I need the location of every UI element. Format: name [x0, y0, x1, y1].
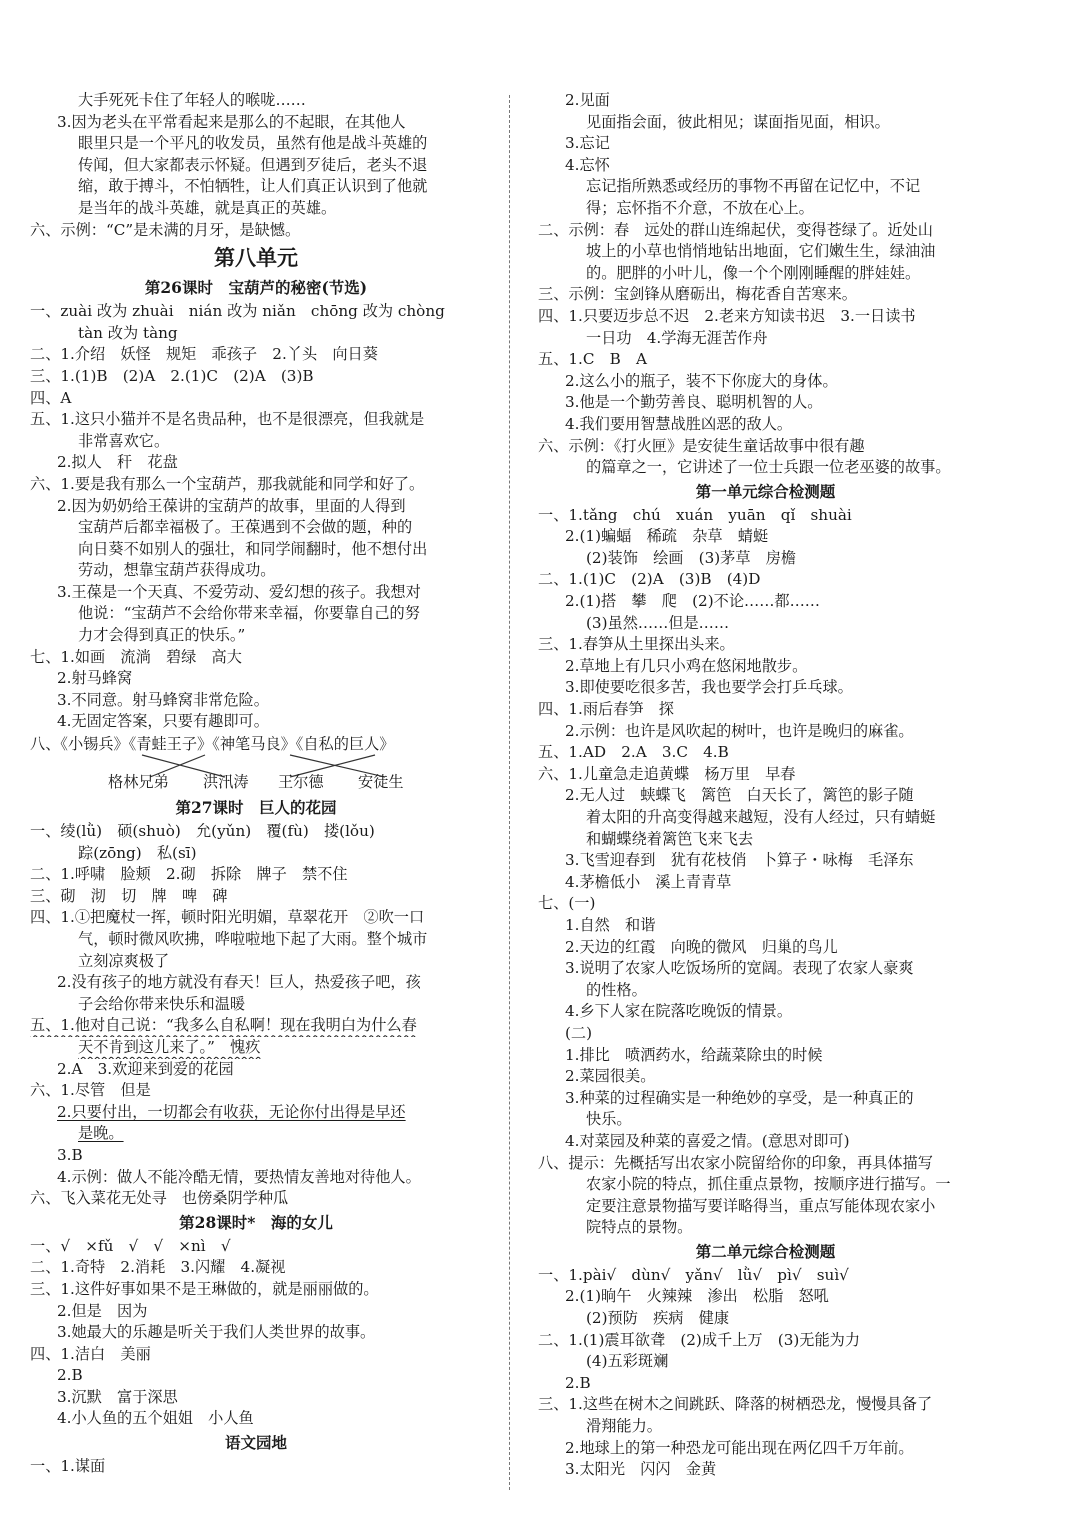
answer-text: 踪(zōng) 私(sī): [78, 843, 197, 862]
answer-line: [538, 1330, 993, 1352]
answer-line: [538, 112, 993, 134]
answer-line: [30, 582, 482, 604]
answer-line: [538, 1265, 993, 1287]
answer-text: 六、1.要是我有那么一个宝葫芦，那我就能和同学和好了。: [30, 474, 425, 493]
answer-text: 2.B: [57, 1366, 83, 1385]
answer-line: [538, 1023, 993, 1045]
answer-text: 2.地球上的第一种恐龙可能出现在两亿四千万年前。: [565, 1438, 914, 1457]
answer-line: [538, 1109, 993, 1131]
answer-line: [30, 344, 482, 366]
answer-line: [538, 371, 993, 393]
answer-text: 3.说明了农家人吃饭场所的宽阔。表现了农家人豪爽: [565, 959, 914, 978]
answer-text: 3.因为老头在平常看起来是那么的不起眼，在其他人: [57, 112, 406, 131]
answer-text: 一、1.pài√ dùn√ yǎn√ lǜ√ pì√ suì√: [538, 1265, 849, 1284]
answer-line: [538, 414, 993, 436]
matching-lines: [30, 733, 482, 795]
answer-line: [30, 1236, 482, 1258]
answer-line: [538, 958, 993, 980]
answer-line: [30, 886, 482, 908]
answer-line: [538, 1308, 993, 1330]
answer-text: 三、1.春笋从土里探出头来。: [538, 635, 735, 654]
answer-line: [30, 409, 482, 431]
answer-line: [30, 994, 482, 1016]
answer-line: [538, 349, 993, 371]
answer-line: [538, 656, 993, 678]
answer-text: 2.(1)蝙蝠 稀疏 杂草 蜻蜓: [565, 527, 769, 546]
answer-line: [538, 1088, 993, 1110]
answer-text: 3.忘记: [565, 134, 610, 153]
answer-text: 一、1.tǎng chú xuán yuān qǐ shuài: [538, 505, 852, 524]
answer-text: 一、绫(lǜ) 硕(shuò) 允(yǔn) 覆(fù) 搂(lǒu): [30, 822, 375, 841]
answer-line: [538, 1153, 993, 1175]
answer-text: 二、1.奇特 2.消耗 3.闪耀 4.凝视: [30, 1258, 286, 1277]
answer-text: 六、示例：《打火匣》是安徒生童话故事中很有趣: [538, 436, 865, 455]
answer-text: 二、1.介绍 妖怪 规矩 乖孩子 2.丫头 向日葵: [30, 345, 378, 364]
answer-line: [538, 915, 993, 937]
answer-text: 四、1.洁白 美丽: [30, 1344, 151, 1363]
answer-text: 第28课时* 海的女儿: [179, 1212, 333, 1232]
answer-line: [30, 603, 482, 625]
answer-line: [538, 436, 993, 458]
answer-text: 四、A: [30, 388, 72, 407]
answer-text: 坡上的小草也悄悄地钻出地面，它们嫩生生，绿油油: [586, 242, 936, 261]
answer-text: 三、1.这些在树木之间跳跃、降落的树栖恐龙，慢慢具备了: [538, 1395, 933, 1414]
answer-text: 快乐。: [586, 1110, 632, 1129]
answer-line: [538, 548, 993, 570]
answer-text: 语文园地: [224, 1433, 287, 1453]
matching-question: [30, 733, 482, 795]
answer-line: [30, 864, 482, 886]
answer-line: [30, 1344, 482, 1366]
answer-line: [538, 721, 993, 743]
lesson-heading: [30, 1430, 482, 1456]
answer-text: 和蝴蝶绕着篱笆飞来飞去: [586, 829, 754, 848]
answer-text: 一、zuài 改为 zhuài nián 改为 niǎn chōng 改为 chòng: [30, 302, 445, 321]
answer-text: 3.他是一个勤劳善良、聪明机智的人。: [565, 393, 823, 412]
answer-text: 天不肯到这儿来了。” 愧疚: [78, 1037, 261, 1056]
answer-line: [538, 1394, 993, 1416]
answer-text: 一日功 4.学海无涯苦作舟: [586, 328, 768, 347]
answer-line: [30, 972, 482, 994]
answer-text: 4.茅檐低小 溪上青青草: [565, 872, 732, 891]
answer-text: 2.这么小的瓶子，装不下你庞大的身体。: [565, 371, 838, 390]
answer-text: 2.拟人 秆 花盘: [57, 453, 178, 472]
answer-text: (4)五彩斑斓: [586, 1352, 669, 1371]
answer-line: [30, 1102, 482, 1124]
answer-text: 2.只要付出，一切都会有收获，无论你付出得是早还: [57, 1102, 406, 1121]
answer-text: 4.忘怀: [565, 155, 610, 174]
answer-text: 1.排比 喷洒药水，给蔬菜除虫的时候: [565, 1045, 823, 1064]
answer-line: [538, 306, 993, 328]
answer-line: [538, 392, 993, 414]
answer-text: (3)虽然……但是……: [586, 613, 730, 632]
answer-text: 2.示例：也许是风吹起的树叶，也许是晚归的麻雀。: [565, 721, 914, 740]
answer-text: 第八单元: [214, 245, 298, 271]
answer-text: 第一单元综合检测题: [695, 481, 836, 501]
answer-line: [30, 1257, 482, 1279]
answer-line: [538, 742, 993, 764]
answer-line: [538, 133, 993, 155]
answer-text: 2.B: [565, 1373, 591, 1392]
answer-text: 4.乡下人家在院落吃晚饭的情景。: [565, 1002, 793, 1021]
answer-line: [538, 1373, 993, 1395]
answer-text: 2.天边的红霞 向晚的微风 归巢的鸟儿: [565, 937, 838, 956]
lesson-heading: [30, 795, 482, 821]
answer-line: [30, 474, 482, 496]
answer-text: 宝葫芦后都幸福极了。王葆遇到不会做的题，种的: [78, 518, 413, 537]
answer-line: [30, 431, 482, 453]
answer-line: [538, 1131, 993, 1153]
answer-line: [30, 496, 482, 518]
answer-line: [30, 176, 482, 198]
answer-line: [30, 929, 482, 951]
answer-text: 三、示例：宝剑锋从磨砺出，梅花香自苦寒来。: [538, 285, 857, 304]
answer-text: 2.因为奶奶给王葆讲的宝葫芦的故事，里面的人得到: [57, 496, 406, 515]
answer-text: 是晚。: [78, 1124, 124, 1143]
answer-text: 院特点的景物。: [586, 1218, 693, 1237]
answer-line: [538, 1351, 993, 1373]
answer-text: (二): [565, 1023, 593, 1042]
answer-line: [538, 155, 993, 177]
column-divider: [509, 95, 510, 1490]
answer-text: 3.飞雪迎春到 犹有花枝俏 卜算子・咏梅 毛泽东: [565, 851, 914, 870]
answer-text: 子会给你带来快乐和温暖: [78, 994, 246, 1013]
answer-line: [538, 1196, 993, 1218]
answer-line: [538, 785, 993, 807]
answer-line: [30, 1387, 482, 1409]
answer-text: 一、√ ×fǔ √ √ ×nì √: [30, 1236, 231, 1255]
answer-text: 六、1.尽管 但是: [30, 1081, 151, 1100]
answer-text: 的。肥胖的小叶儿，像一个个刚刚睡醒的胖娃娃。: [586, 263, 921, 282]
answer-line: [30, 1080, 482, 1102]
answer-text: 定要注意景物描写要详略得当，重点写能体现农家小: [586, 1196, 936, 1215]
answer-line: [30, 668, 482, 690]
answer-line: [538, 263, 993, 285]
answer-line: [538, 457, 993, 479]
answer-line: [538, 1045, 993, 1067]
answer-line: [538, 526, 993, 548]
answer-line: [538, 1459, 993, 1481]
answer-line: [538, 569, 993, 591]
answer-line: [538, 893, 993, 915]
answer-line: [538, 1416, 993, 1438]
answer-line: [538, 591, 993, 613]
answer-text: 2.但是 因为: [57, 1301, 148, 1320]
answer-text: 3.沉默 富于深思: [57, 1387, 178, 1406]
answer-line: [30, 517, 482, 539]
answer-text: 第二单元综合检测题: [695, 1241, 836, 1261]
answer-text: 传闻，但大家都表示怀疑。但遇到歹徒后，老头不退: [78, 155, 428, 174]
left-column: [30, 90, 482, 1478]
unit-heading: [30, 241, 482, 275]
answer-text: 四、1.①把魔杖一挥，顿时阳光明媚，草翠花开 ②吹一口: [30, 908, 425, 927]
matching-author-1: 洪汛涛: [203, 773, 249, 792]
answer-text: 2.无人过 蛱蝶飞 篱笆 白天长了，篱笆的影子随: [565, 786, 914, 805]
answer-text: 见面指会面，彼此相见；谋面指见面，相识。: [586, 112, 890, 131]
answer-text: 缩，敢于搏斗，不怕牺牲，让人们真正认识到了他就: [78, 177, 428, 196]
answer-line: [30, 1145, 482, 1167]
matching-author-2: 王尔德: [278, 773, 324, 792]
answer-line: [538, 1174, 993, 1196]
answer-text: 五、1.AD 2.A 3.C 4.B: [538, 743, 729, 762]
answer-line: [30, 220, 482, 242]
answer-text: 力才会得到真正的快乐。”: [78, 626, 246, 645]
answer-text: 五、1.C B A: [538, 350, 647, 369]
answer-line: [538, 937, 993, 959]
right-column: [538, 90, 993, 1481]
answer-text: 七、(一): [538, 894, 596, 913]
answer-text: 2.见面: [565, 91, 610, 109]
answer-line: [30, 843, 482, 865]
answer-line: [538, 850, 993, 872]
answer-text: 五、1.这只小猫并不是名贵品种，也不是很漂亮，但我就是: [30, 410, 425, 429]
answer-line: [30, 1322, 482, 1344]
answer-text: 2.草地上有几只小鸡在悠闲地散步。: [565, 656, 808, 675]
answer-text: (2)装饰 绘画 (3)茅草 房檐: [586, 548, 797, 567]
answer-line: [30, 112, 482, 134]
answer-line: [30, 560, 482, 582]
answer-line: [30, 539, 482, 561]
answer-line: [538, 1066, 993, 1088]
answer-text: 2.射马蜂窝: [57, 669, 133, 688]
matching-titles: 八、《小锡兵》《青蛙王子》《神笔马良》《自私的巨人》: [30, 735, 395, 754]
answer-line: [30, 388, 482, 410]
answer-text: 三、1.这件好事如果不是王琳做的，就是丽丽做的。: [30, 1279, 379, 1298]
answer-text: 4.无固定答案，只要有趣即可。: [57, 712, 269, 731]
answer-text: 忘记指所熟悉或经历的事物不再留在记忆中，不记: [586, 177, 921, 196]
answer-line: [538, 1438, 993, 1460]
answer-text: 3.种菜的过程确实是一种绝妙的享受，是一种真正的: [565, 1088, 914, 1107]
answer-text: 3.她最大的乐趣是听关于我们人类世界的故事。: [57, 1323, 376, 1342]
answer-line: [30, 1301, 482, 1323]
lesson-heading: [30, 275, 482, 301]
answer-text: 2.菜园很美。: [565, 1067, 656, 1086]
answer-text: 3.即使要吃很多苦，我也要学会打乒乓球。: [565, 678, 853, 697]
answer-line: [30, 1167, 482, 1189]
answer-line: [30, 1456, 482, 1478]
answer-text: 的性格。: [586, 980, 647, 999]
answer-line: [30, 690, 482, 712]
answer-line: [30, 625, 482, 647]
lesson-heading: [538, 479, 993, 505]
answer-line: [538, 1286, 993, 1308]
answer-text: 第26课时 宝葫芦的秘密(节选): [144, 278, 368, 298]
matching-author-3: 安徒生: [358, 773, 404, 792]
answer-text: 二、1.呼啸 脸颊 2.砌 拆除 牌子 禁不住: [30, 865, 348, 884]
answer-text: 五、1.他对自己说：“我多么自私啊！现在我明白为什么春: [30, 1016, 417, 1035]
answer-text: 4.对菜园及种菜的喜爱之情。(意思对即可): [565, 1131, 850, 1150]
answer-text: 六、示例：“C”是未满的月牙，是缺憾。: [30, 220, 301, 239]
answer-line: [30, 155, 482, 177]
answer-line: [538, 1001, 993, 1023]
answer-text: 三、1.(1)B (2)A 2.(1)C (2)A (3)B: [30, 366, 314, 385]
answer-line: [538, 699, 993, 721]
answer-text: 二、示例：春 远处的群山连绵起伏，变得苍绿了。近处山: [538, 220, 933, 239]
answer-text: 3.王葆是一个天真、不爱劳动、爱幻想的孩子。我想对: [57, 582, 421, 601]
answer-line: [30, 198, 482, 220]
answer-line: [30, 1037, 482, 1059]
answer-line: [538, 872, 993, 894]
answer-text: 眼里只是一个平凡的收发员，虽然有他是战斗英雄的: [78, 134, 428, 153]
answer-text: 着太阳的升高变得越来越短，没有人经过，只有蜻蜓: [586, 808, 936, 826]
answer-text: 滑翔能力。: [586, 1417, 662, 1436]
answer-line: [538, 677, 993, 699]
answer-text: 是当年的战斗英雄，就是真正的英雄。: [78, 198, 337, 217]
answer-text: 非常喜欢它。: [78, 431, 170, 450]
lesson-heading: [538, 1239, 993, 1265]
answer-line: [30, 90, 482, 112]
answer-line: [538, 284, 993, 306]
lesson-heading: [30, 1210, 482, 1236]
answer-text: 3.太阳光 闪闪 金黄: [565, 1460, 717, 1479]
answer-line: [538, 1217, 993, 1239]
answer-text: (2)预防 疾病 健康: [586, 1309, 730, 1328]
answer-line: [30, 951, 482, 973]
answer-text: 大手死死卡住了年轻人的喉咙……: [78, 91, 306, 109]
answer-line: [538, 613, 993, 635]
answer-line: [30, 1365, 482, 1387]
answer-text: 第27课时 巨人的花园: [175, 798, 337, 818]
answer-text: 1.自然 和谐: [565, 915, 656, 934]
answer-line: [30, 1123, 482, 1145]
answer-text: 他说：“宝葫芦不会给你带来幸福，你要靠自己的努: [78, 604, 420, 623]
answer-line: [30, 907, 482, 929]
answer-line: [30, 452, 482, 474]
answer-line: [538, 328, 993, 350]
answer-text: 六、飞入菜花无处寻 也傍桑阴学种瓜: [30, 1189, 289, 1208]
answer-line: [538, 241, 993, 263]
matching-author-0: 格林兄弟: [108, 773, 169, 792]
answer-text: 六、1.儿童急走追黄蝶 杨万里 早春: [538, 764, 796, 783]
answer-line: [538, 220, 993, 242]
answer-text: 2.(1)搭 攀 爬 (2)不论……都……: [565, 592, 820, 611]
answer-line: [538, 634, 993, 656]
answer-text: 2.A 3.欢迎来到爱的花园: [57, 1059, 234, 1078]
answer-line: [30, 1015, 482, 1037]
answer-line: [538, 764, 993, 786]
answer-text: 4.示例：做人不能冷酷无情，要热情友善地对待他人。: [57, 1167, 421, 1186]
answer-line: [30, 821, 482, 843]
answer-line: [538, 176, 993, 198]
answer-text: 3.不同意。射马蜂窝非常危险。: [57, 690, 269, 709]
answer-line: [30, 323, 482, 345]
answer-line: [30, 366, 482, 388]
answer-text: 4.小人鱼的五个姐姐 小人鱼: [57, 1409, 254, 1428]
answer-text: 得；忘怀指不介意，不放在心上。: [586, 198, 814, 217]
answer-line: [538, 90, 993, 112]
answer-text: 气，顿时微风吹拂，哗啦啦地下起了大雨。整个城市: [78, 930, 428, 948]
answer-line: [30, 711, 482, 733]
answer-line: [538, 980, 993, 1002]
answer-text: 立刻凉爽极了: [78, 951, 170, 970]
answer-text: 农家小院的特点，抓住重点景物，按顺序进行描写。一: [586, 1175, 951, 1194]
answer-line: [30, 1188, 482, 1210]
answer-text: 二、1.(1)C (2)A (3)B (4)D: [538, 570, 761, 589]
answer-line: [30, 301, 482, 323]
answer-line: [30, 1059, 482, 1081]
answer-line: [538, 829, 993, 851]
answer-line: [30, 133, 482, 155]
answer-text: 劳动，想靠宝葫芦获得成功。: [78, 561, 276, 580]
answer-line: [538, 198, 993, 220]
answer-line: [538, 807, 993, 829]
answer-text: 八、提示：先概括写出农家小院留给你的印象，再具体描写: [538, 1153, 933, 1172]
answer-line: [30, 647, 482, 669]
answer-text: 向日葵不如别人的强壮，和同学闹翻时，他不想付出: [78, 539, 428, 558]
answer-text: tàn 改为 tàng: [78, 323, 178, 342]
answer-text: 2.(1)晌午 火辣辣 渗出 松脂 怒吼: [565, 1287, 829, 1306]
answer-text: 2.没有孩子的地方就没有春天！巨人，热爱孩子吧，孩: [57, 973, 421, 992]
answer-line: [538, 505, 993, 527]
answer-text: 3.B: [57, 1145, 83, 1164]
answer-line: [30, 1408, 482, 1430]
answer-text: 4.我们要用智慧战胜凶恶的敌人。: [565, 414, 793, 433]
answer-text: 四、1.只要迈步总不迟 2.老来方知读书迟 3.一日读书: [538, 306, 916, 325]
answer-text: 二、1.(1)震耳欲聋 (2)成千上万 (3)无能为力: [538, 1330, 861, 1349]
answer-line: [30, 1279, 482, 1301]
answer-text: 四、1.雨后春笋 探: [538, 700, 674, 719]
answer-text: 七、1.如画 流淌 碧绿 高大: [30, 647, 242, 666]
answer-text: 一、1.谋面: [30, 1457, 106, 1476]
answer-text: 的篇章之一，它讲述了一位士兵跟一位老巫婆的故事。: [586, 458, 951, 477]
answer-text: 三、砌 沏 切 牌 啤 碑: [30, 886, 228, 905]
